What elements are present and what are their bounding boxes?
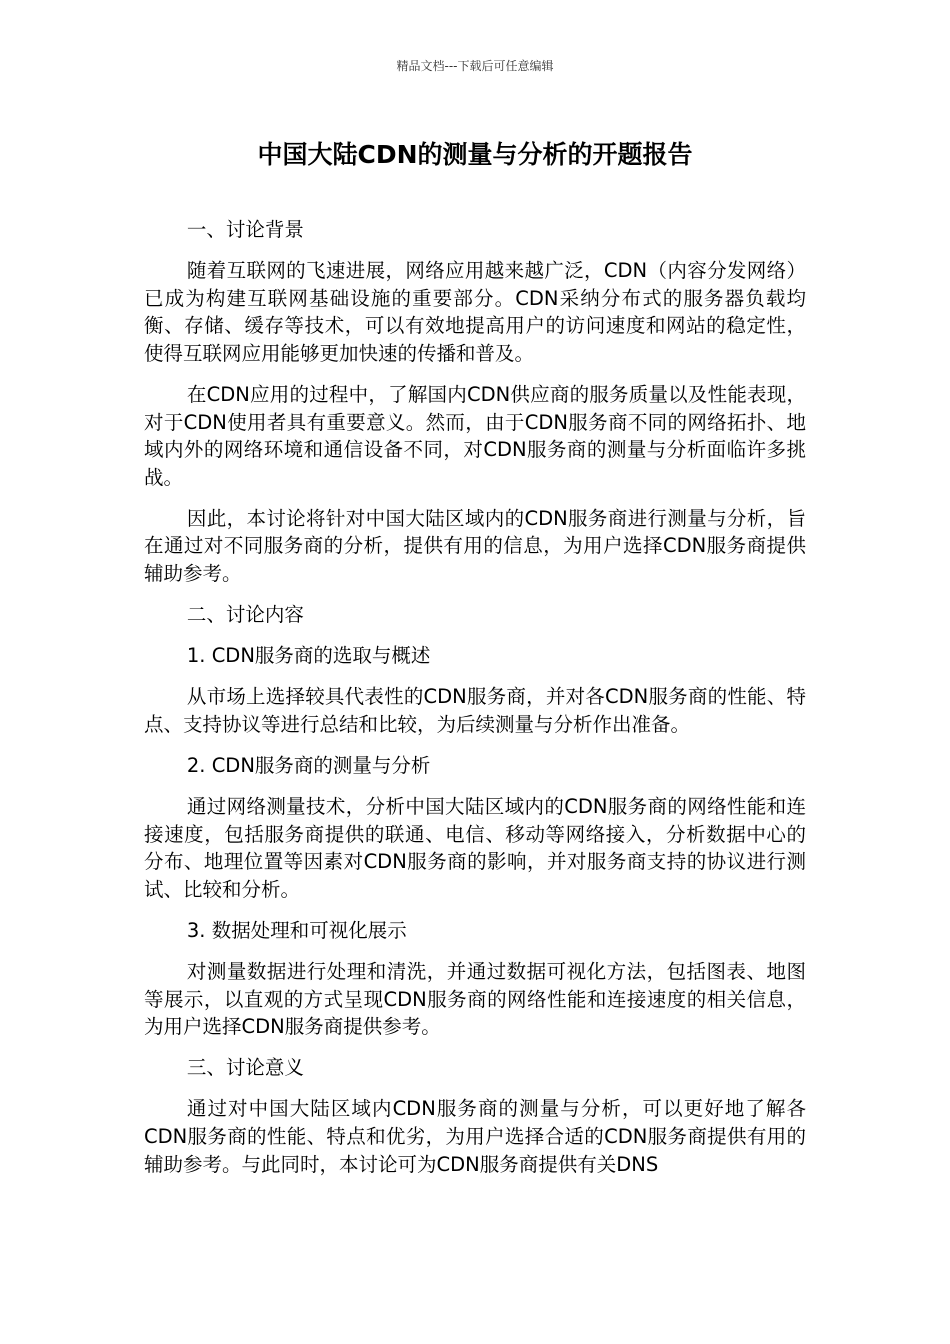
paragraph-background-1: 随着互联网的飞速进展，网络应用越来越广泛，CDN（内容分发网络）已成为构建互联网基础设施的重要部分。CDN采纳分布式的服务器负载均衡、存储、缓存等技术，可以有效地提高用户的访问速度和网站的稳定性，使得互联网应用能够更加快速的传播和普及。 xyxy=(144,259,806,365)
paragraph-visualization: 对测量数据进行处理和清洗，并通过数据可视化方法，包括图表、地图等展示，以直观的方式呈现CDN服务商的网络性能和连接速度的相关信息，为用户选择CDN服务商提供参考。 xyxy=(144,960,806,1039)
subheading-visualization: 3. 数据处理和可视化展示 xyxy=(186,918,407,942)
paragraph-measurement: 通过网络测量技术，分析中国大陆区域内的CDN服务商的网络性能和连接速度，包括服务商提供的联通、电信、移动等网络接入，分析数据中心的分布、地理位置等因素对CDN服务商的影响，并对服务商支持的协议进行测试、比较和分析。 xyxy=(144,795,806,901)
document-title: 中国大陆CDN的测量与分析的开题报告 xyxy=(257,140,693,169)
paragraph-selection: 从市场上选择较具代表性的CDN服务商，并对各CDN服务商的性能、特点、支持协议等进行总结和比较，为后续测量与分析作出准备。 xyxy=(144,685,806,736)
section-heading-content: 二、讨论内容 xyxy=(186,603,304,627)
subheading-measurement: 2. CDN服务商的测量与分析 xyxy=(186,754,431,777)
subheading-selection: 1. CDN服务商的选取与概述 xyxy=(186,644,431,668)
paragraph-background-2: 在CDN应用的过程中，了解国内CDN供应商的服务质量以及性能表现，对于CDN使用者具有重要意义。然而，由于CDN服务商不同的网络拓扑、地域内外的网络环境和通信设备不同，对CDN服务商的测量与分析面临许多挑战。 xyxy=(144,382,806,489)
paragraph-background-3: 因此，本讨论将针对中国大陆区域内的CDN服务商进行测量与分析，旨在通过对不同服务商的分析，提供有用的信息，为用户选择CDN服务商提供辅助参考。 xyxy=(144,506,806,586)
page-header: 精品文档---下载后可任意编辑 xyxy=(396,59,554,73)
document-body xyxy=(144,216,806,1192)
section-heading-significance: 三、讨论意义 xyxy=(186,1056,304,1080)
section-heading-background: 一、讨论背景 xyxy=(186,218,304,241)
paragraph-significance: 通过对中国大陆区域内CDN服务商的测量与分析，可以更好地了解各CDN服务商的性能、特点和优劣，为用户选择合适的CDN服务商提供有用的辅助参考。与此同时，本讨论可为CDN服务商提供有关DNS xyxy=(144,1097,806,1176)
